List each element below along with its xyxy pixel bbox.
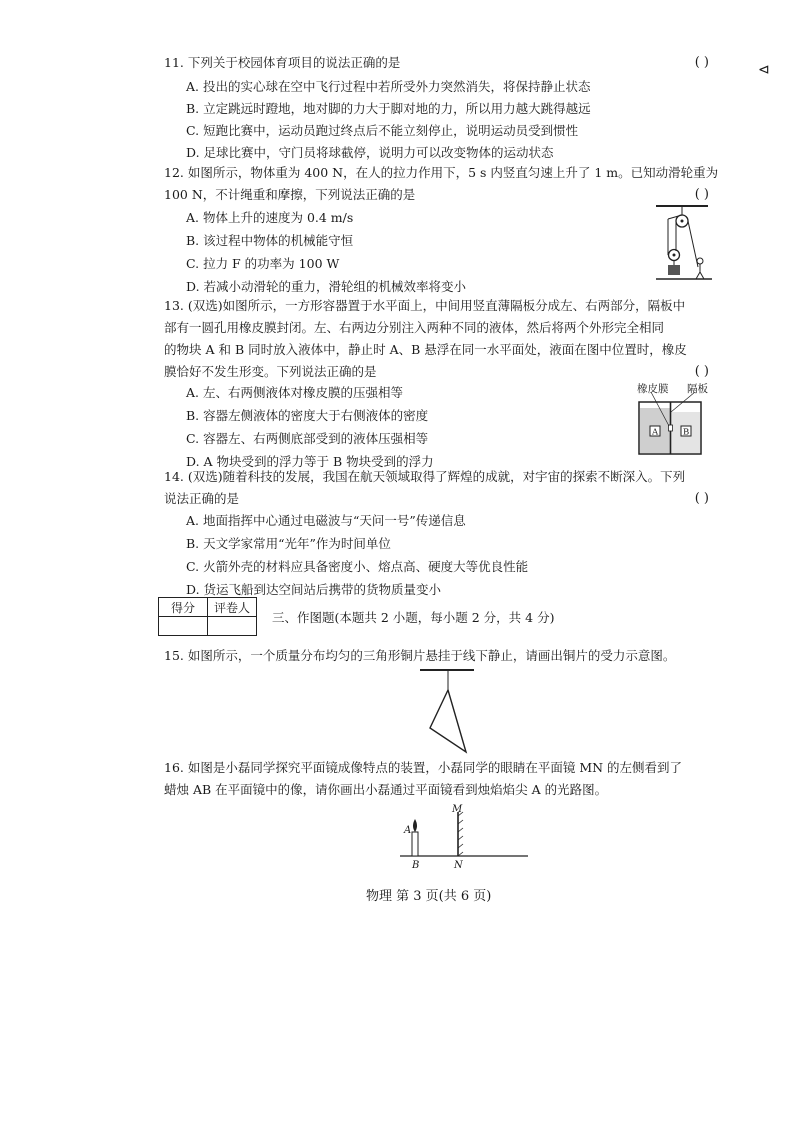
score-table xyxy=(158,597,257,636)
q11-option-b: B. 立定跳远时蹬地，地对脚的力大于脚对地的力，所以用力越大跳得越远 xyxy=(186,101,591,116)
score-cell[interactable] xyxy=(159,617,208,636)
block-a-label: A xyxy=(652,427,659,438)
q14-option-b: B. 天文学家常用“光年”作为时间单位 xyxy=(186,536,391,551)
q12-stem-line1: 12. 如图所示，物体重为 400 N，在人的拉力作用下，5 s 内竖直匀速上升了 1 m。已知动滑轮重为 xyxy=(164,165,719,180)
q14-stem-line1: 14. (双选)随着科技的发展，我国在航天领域取得了辉煌的成就，对宇宙的探索不断深入。下列 xyxy=(164,469,686,484)
membrane-label: 橡皮膜 xyxy=(637,383,669,395)
grader-header: 评卷人 xyxy=(208,598,257,617)
q12-option-b: B. 该过程中物体的机械能守恒 xyxy=(186,233,354,248)
score-header: 得分 xyxy=(159,598,208,617)
q13-stem-line3: 的物块 A 和 B 同时放入液体中，静止时 A、B 悬浮在同一水平面处，液面在图中位置时，橡皮 xyxy=(164,342,687,357)
q14-option-d: D. 货运飞船到达空间站后携带的货物质量变小 xyxy=(186,582,442,597)
q12-answer-paren: ( ) xyxy=(694,187,709,202)
q13-stem-line2: 部有一圆孔用橡皮膜封闭。左、右两边分别注入两种不同的液体，然后将两个外形完全相同 xyxy=(164,320,665,335)
partition-label: 隔板 xyxy=(687,383,708,395)
pulley-figure xyxy=(652,203,716,281)
q11-option-d: D. 足球比赛中，守门员将球截停，说明力可以改变物体的运动状态 xyxy=(186,145,554,160)
q13-option-d: D. A 物块受到的浮力等于 B 物块受到的浮力 xyxy=(186,454,434,469)
container-figure xyxy=(633,382,713,458)
q14-option-a: A. 地面指挥中心通过电磁波与“天问一号”传递信息 xyxy=(186,513,466,528)
q11-answer-paren: ( ) xyxy=(694,55,709,70)
q14-answer-paren: ( ) xyxy=(694,491,709,506)
q15-stem: 15. 如图所示，一个质量分布均匀的三角形铜片悬挂于线下静止，请画出铜片的受力示意图。 xyxy=(164,648,676,663)
q11-option-c: C. 短跑比赛中，运动员跑过终点后不能立刻停止，说明运动员受到惯性 xyxy=(186,123,579,138)
q13-answer-paren: ( ) xyxy=(694,364,709,379)
point-a-label: A xyxy=(404,825,412,836)
q12-stem-line2: 100 N，不计绳重和摩擦，下列说法正确的是 xyxy=(164,187,416,202)
mirror-figure xyxy=(396,804,532,870)
q11-option-a: A. 投出的实心球在空中飞行过程中若所受外力突然消失，将保持静止状态 xyxy=(186,79,591,94)
q16-stem-line2: 蜡烛 AB 在平面镜中的像，请你画出小磊通过平面镜看到烛焰焰尖 A 的光路图。 xyxy=(164,782,608,797)
q13-option-a: A. 左、右两侧液体对橡皮膜的压强相等 xyxy=(186,385,403,400)
margin-arrow-mark: ⊲ xyxy=(758,62,770,78)
q13-stem-line1: 13. (双选)如图所示，一方形容器置于水平面上，中间用竖直薄隔板分成左、右两部分，隔板中 xyxy=(164,298,686,313)
page-footer: 物理 第 3 页(共 6 页) xyxy=(366,889,492,904)
q13-option-b: B. 容器左侧液体的密度大于右侧液体的密度 xyxy=(186,408,429,423)
point-n-label: N xyxy=(454,860,463,870)
q14-stem-line2: 说法正确的是 xyxy=(164,491,240,506)
q12-option-c: C. 拉力 F 的功率为 100 W xyxy=(186,256,340,271)
point-b-label: B xyxy=(412,860,420,870)
q11-stem: 11. 下列关于校园体育项目的说法正确的是 xyxy=(164,55,401,70)
q16-stem-line1: 16. 如图是小磊同学探究平面镜成像特点的装置，小磊同学的眼睛在平面镜 MN 的左侧看到了 xyxy=(164,760,683,775)
q12-option-d: D. 若减小动滑轮的重力，滑轮组的机械效率将变小 xyxy=(186,279,467,294)
section-3-heading: 三、作图题(本题共 2 小题，每小题 2 分，共 4 分) xyxy=(272,610,555,625)
point-m-label: M xyxy=(452,804,463,815)
grader-cell[interactable] xyxy=(208,617,257,636)
q13-stem-line4: 膜恰好不发生形变。下列说法正确的是 xyxy=(164,364,377,379)
q13-option-c: C. 容器左、右两侧底部受到的液体压强相等 xyxy=(186,431,429,446)
q14-option-c: C. 火箭外壳的材料应具备密度小、熔点高、硬度大等优良性能 xyxy=(186,559,529,574)
triangle-plate-figure xyxy=(412,666,482,756)
block-b-label: B xyxy=(683,427,690,438)
q12-option-a: A. 物体上升的速度为 0.4 m/s xyxy=(186,210,354,225)
